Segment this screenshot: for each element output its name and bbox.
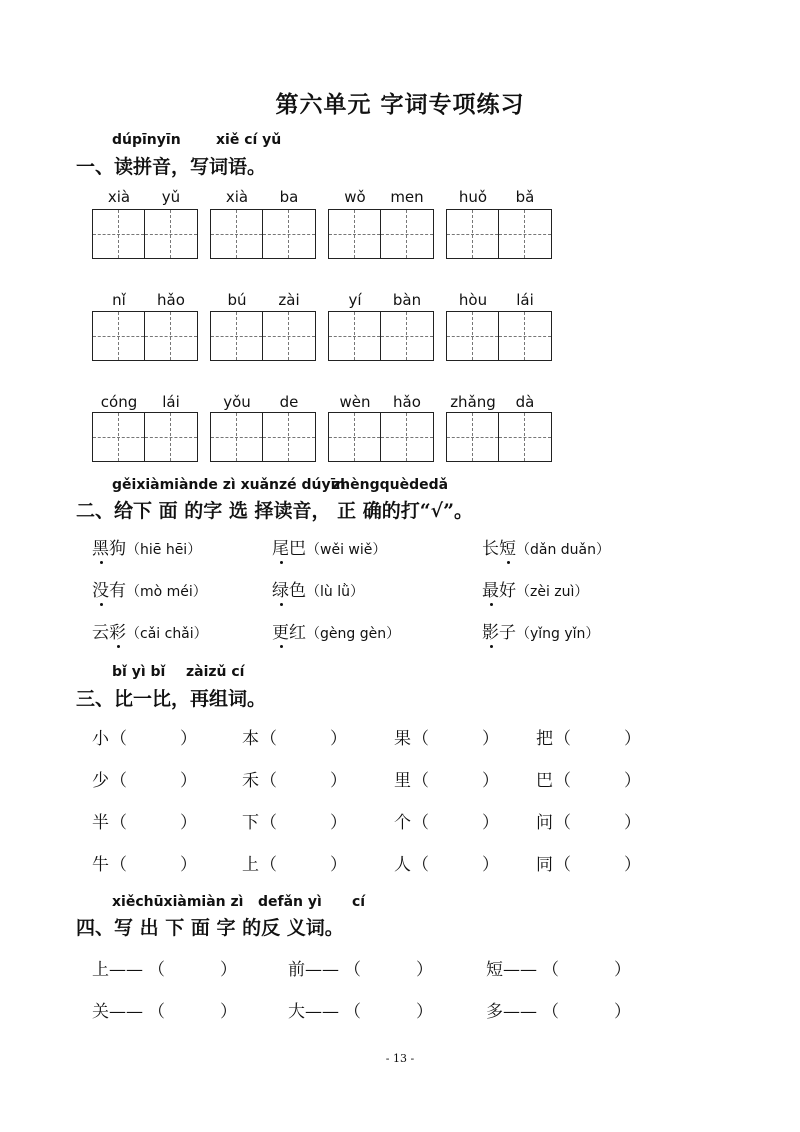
- base-character: 禾: [242, 771, 259, 791]
- open-paren: （: [412, 813, 429, 833]
- hint-text: cí: [352, 894, 366, 910]
- base-character: 下: [242, 813, 259, 833]
- pinyin-label: huǒ: [458, 188, 488, 206]
- pinyin-label: xià: [225, 188, 249, 206]
- pinyin-label: nǐ: [112, 291, 126, 309]
- open-paren: （: [148, 960, 165, 980]
- antonym-item[interactable]: [486, 997, 636, 1022]
- writing-grid[interactable]: [210, 412, 316, 462]
- target-character: 黑: [92, 539, 109, 559]
- writing-cell[interactable]: [93, 312, 145, 360]
- word-formation-item[interactable]: [242, 724, 352, 749]
- pinyin-options[interactable]: （zèi zuì）: [516, 584, 589, 600]
- pinyin-options[interactable]: （yǐng yǐn）: [516, 626, 600, 642]
- writing-grid[interactable]: [328, 311, 434, 361]
- writing-cell[interactable]: [211, 312, 263, 360]
- pinyin-label: dà: [515, 393, 535, 411]
- hint-text: xiě cí yǔ: [216, 132, 282, 148]
- word-character: 好: [499, 581, 516, 601]
- target-character: 影: [482, 623, 499, 643]
- close-paren: ）: [614, 960, 631, 980]
- antonym-item[interactable]: [288, 997, 438, 1022]
- word-formation-item[interactable]: [394, 808, 504, 833]
- word-formation-item[interactable]: [92, 724, 202, 749]
- pinyin-options[interactable]: （dǎn duǎn）: [516, 542, 611, 558]
- hint-text: zhèngquèdedǎ: [332, 477, 449, 493]
- pinyin-label: xià: [107, 188, 131, 206]
- antonym-prompt: 上——: [92, 960, 143, 980]
- writing-cell[interactable]: [329, 413, 381, 461]
- target-character: 最: [482, 581, 499, 601]
- reading-choice-item[interactable]: [92, 576, 207, 601]
- close-paren: ）: [614, 1002, 631, 1022]
- word-character: 长: [482, 539, 499, 559]
- writing-cell[interactable]: [211, 413, 263, 461]
- word-formation-item[interactable]: [536, 808, 646, 833]
- pinyin-label: bǎ: [515, 188, 535, 206]
- pinyin-label: hǎo: [393, 393, 421, 411]
- pinyin-options[interactable]: （mò méi）: [126, 584, 207, 600]
- close-paren: ）: [330, 855, 347, 875]
- word-formation-item[interactable]: [536, 850, 646, 875]
- reading-choice-item[interactable]: [272, 576, 364, 601]
- base-character: 本: [242, 729, 259, 749]
- section2-heading: 二、给下 面 的字 选 择读音， 正 确的打“√”。: [76, 500, 474, 522]
- word-formation-item[interactable]: [92, 850, 202, 875]
- writing-cell[interactable]: [381, 210, 433, 258]
- close-paren: ）: [220, 1002, 237, 1022]
- pinyin-options[interactable]: （cǎi chǎi）: [126, 626, 208, 642]
- pinyin-label: wǒ: [344, 188, 366, 206]
- pinyin-label: yí: [348, 291, 362, 309]
- base-character: 上: [242, 855, 259, 875]
- pinyin-label: hǎo: [157, 291, 185, 309]
- writing-cell[interactable]: [93, 210, 145, 258]
- pinyin-options[interactable]: （hiē hēi）: [126, 542, 202, 558]
- pinyin-label: wèn: [339, 393, 371, 411]
- antonym-prompt: 短——: [486, 960, 537, 980]
- word-formation-item[interactable]: [394, 850, 504, 875]
- close-paren: ）: [482, 729, 499, 749]
- writing-cell[interactable]: [447, 312, 499, 360]
- writing-cell[interactable]: [499, 312, 551, 360]
- close-paren: ）: [330, 729, 347, 749]
- writing-cell[interactable]: [145, 312, 197, 360]
- open-paren: （: [148, 1002, 165, 1022]
- antonym-item[interactable]: [288, 955, 438, 980]
- antonym-prompt: 大——: [288, 1002, 339, 1022]
- writing-cell[interactable]: [145, 413, 197, 461]
- close-paren: ）: [180, 855, 197, 875]
- close-paren: ）: [624, 771, 641, 791]
- close-paren: ）: [416, 1002, 433, 1022]
- close-paren: ）: [482, 855, 499, 875]
- close-paren: ）: [330, 813, 347, 833]
- reading-choice-item[interactable]: [92, 534, 201, 559]
- word-formation-item[interactable]: [242, 850, 352, 875]
- section4-heading: 四、写 出 下 面 字 的反 义词。: [76, 917, 344, 939]
- writing-cell[interactable]: [329, 210, 381, 258]
- writing-cell[interactable]: [499, 210, 551, 258]
- base-character: 个: [394, 813, 411, 833]
- reading-choice-item[interactable]: [482, 618, 599, 643]
- page-number: - 13 -: [385, 1052, 415, 1065]
- open-paren: （: [110, 813, 127, 833]
- word-formation-item[interactable]: [536, 724, 646, 749]
- word-formation-item[interactable]: [394, 766, 504, 791]
- open-paren: （: [110, 855, 127, 875]
- open-paren: （: [260, 813, 277, 833]
- hint-text: bǐ yì bǐ: [112, 664, 166, 680]
- base-character: 把: [536, 729, 553, 749]
- open-paren: （: [542, 1002, 559, 1022]
- antonym-item[interactable]: [92, 997, 242, 1022]
- page-title: 第六单元 字词专项练习: [275, 91, 525, 118]
- pinyin-label: cóng: [100, 393, 138, 411]
- open-paren: （: [412, 771, 429, 791]
- pinyin-options[interactable]: （wěi wiě）: [306, 542, 387, 558]
- word-character: 色: [289, 581, 306, 601]
- base-character: 巴: [536, 771, 553, 791]
- pinyin-label: zhǎng: [450, 393, 496, 411]
- open-paren: （: [260, 729, 277, 749]
- writing-cell[interactable]: [499, 413, 551, 461]
- word-character: 云: [92, 623, 109, 643]
- open-paren: （: [344, 1002, 361, 1022]
- base-character: 小: [92, 729, 109, 749]
- antonym-item[interactable]: [92, 955, 242, 980]
- pinyin-options[interactable]: （gèng gèn）: [306, 626, 401, 642]
- writing-cell[interactable]: [381, 413, 433, 461]
- close-paren: ）: [220, 960, 237, 980]
- hint-text: gěixiàmiànde zì xuǎnzé dúyīn: [112, 477, 346, 493]
- word-character: 子: [499, 623, 516, 643]
- pinyin-label: ba: [279, 188, 299, 206]
- pinyin-label: lái: [516, 291, 534, 309]
- base-character: 里: [394, 771, 411, 791]
- open-paren: （: [554, 813, 571, 833]
- writing-grid[interactable]: [210, 311, 316, 361]
- word-formation-item[interactable]: [92, 766, 202, 791]
- antonym-item[interactable]: [486, 955, 636, 980]
- pinyin-label: de: [279, 393, 299, 411]
- open-paren: （: [110, 771, 127, 791]
- base-character: 牛: [92, 855, 109, 875]
- writing-grid[interactable]: [446, 209, 552, 259]
- hint-text: xiěchūxiàmiàn zì: [112, 894, 244, 910]
- pinyin-label: bàn: [392, 291, 422, 309]
- hint-text: dúpīnyīn: [112, 132, 181, 148]
- base-character: 问: [536, 813, 553, 833]
- word-formation-item[interactable]: [242, 808, 352, 833]
- writing-grid[interactable]: [92, 311, 198, 361]
- open-paren: （: [412, 729, 429, 749]
- reading-choice-item[interactable]: [272, 534, 386, 559]
- writing-grid[interactable]: [328, 209, 434, 259]
- word-formation-item[interactable]: [536, 766, 646, 791]
- open-paren: （: [412, 855, 429, 875]
- writing-grid[interactable]: [328, 412, 434, 462]
- reading-choice-item[interactable]: [272, 618, 400, 643]
- word-character: 有: [109, 581, 126, 601]
- reading-choice-item[interactable]: [482, 576, 588, 601]
- open-paren: （: [542, 960, 559, 980]
- open-paren: （: [554, 855, 571, 875]
- pinyin-label: zài: [278, 291, 300, 309]
- antonym-prompt: 关——: [92, 1002, 143, 1022]
- writing-grid[interactable]: [210, 209, 316, 259]
- pinyin-label: hòu: [458, 291, 488, 309]
- open-paren: （: [344, 960, 361, 980]
- writing-cell[interactable]: [263, 312, 315, 360]
- hint-text: defǎn yì: [258, 894, 322, 910]
- target-character: 短: [499, 539, 516, 559]
- word-formation-item[interactable]: [394, 724, 504, 749]
- reading-choice-item[interactable]: [92, 618, 208, 643]
- open-paren: （: [554, 729, 571, 749]
- reading-choice-item[interactable]: [482, 534, 610, 559]
- word-formation-item[interactable]: [92, 808, 202, 833]
- writing-cell[interactable]: [93, 413, 145, 461]
- pinyin-label: men: [390, 188, 424, 206]
- writing-grid[interactable]: [92, 209, 198, 259]
- writing-cell[interactable]: [211, 210, 263, 258]
- pinyin-options[interactable]: （lù lǜ）: [306, 584, 364, 600]
- close-paren: ）: [180, 771, 197, 791]
- open-paren: （: [260, 855, 277, 875]
- close-paren: ）: [624, 855, 641, 875]
- writing-cell[interactable]: [447, 413, 499, 461]
- open-paren: （: [260, 771, 277, 791]
- hint-text: zàizǔ cí: [186, 664, 245, 680]
- pinyin-label: yǔ: [161, 188, 181, 206]
- writing-cell[interactable]: [329, 312, 381, 360]
- antonym-prompt: 前——: [288, 960, 339, 980]
- base-character: 同: [536, 855, 553, 875]
- base-character: 少: [92, 771, 109, 791]
- writing-cell[interactable]: [145, 210, 197, 258]
- antonym-prompt: 多——: [486, 1002, 537, 1022]
- close-paren: ）: [416, 960, 433, 980]
- base-character: 果: [394, 729, 411, 749]
- writing-grid[interactable]: [92, 412, 198, 462]
- writing-cell[interactable]: [263, 210, 315, 258]
- close-paren: ）: [180, 813, 197, 833]
- target-character: 彩: [109, 623, 126, 643]
- word-character: 狗: [109, 539, 126, 559]
- section3-heading: 三、比一比，再组词。: [76, 688, 267, 710]
- target-character: 没: [92, 581, 109, 601]
- word-character: 红: [289, 623, 306, 643]
- pinyin-label: yǒu: [223, 393, 251, 411]
- close-paren: ）: [482, 771, 499, 791]
- target-character: 更: [272, 623, 289, 643]
- close-paren: ）: [330, 771, 347, 791]
- writing-cell[interactable]: [447, 210, 499, 258]
- writing-grid[interactable]: [446, 311, 552, 361]
- target-character: 尾: [272, 539, 289, 559]
- base-character: 半: [92, 813, 109, 833]
- writing-cell[interactable]: [381, 312, 433, 360]
- base-character: 人: [394, 855, 411, 875]
- close-paren: ）: [482, 813, 499, 833]
- word-formation-item[interactable]: [242, 766, 352, 791]
- close-paren: ）: [180, 729, 197, 749]
- section1-heading: 一、读拼音，写词语。: [76, 156, 267, 178]
- open-paren: （: [554, 771, 571, 791]
- word-character: 巴: [289, 539, 306, 559]
- writing-cell[interactable]: [263, 413, 315, 461]
- pinyin-label: lái: [162, 393, 180, 411]
- close-paren: ）: [624, 729, 641, 749]
- close-paren: ）: [624, 813, 641, 833]
- writing-grid[interactable]: [446, 412, 552, 462]
- target-character: 绿: [272, 581, 289, 601]
- pinyin-label: bú: [227, 291, 247, 309]
- open-paren: （: [110, 729, 127, 749]
